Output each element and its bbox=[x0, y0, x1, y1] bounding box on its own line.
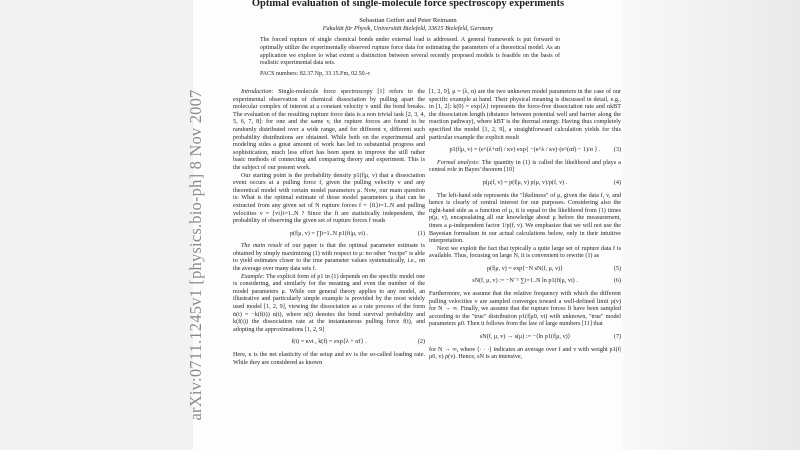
equation-7 bbox=[429, 334, 621, 342]
paper-title: Optimal evaluation of single-molecule force spectroscopy experiments bbox=[251, 0, 565, 9]
paragraph-example bbox=[233, 274, 425, 335]
equation-body: p(μ|f, v) = p(f|μ, v) p(μ, v)/p(f, v) . bbox=[482, 179, 568, 186]
paragraph: Furthermore, we assume that the relative frequency with which the different pulling velocities v are sampled converges toward a well-defined limit ρ(v) for N → ∞. Finally, we assume that the rupture forces fi have been sampled according to the "true" distribution p1(f|μ0, vi) with unknown, "true" model parameters μ0. Then it follows from the law of large numbers [11] that bbox=[429, 291, 621, 328]
paragraph: Next we exploit the fact that typically a quite large set of rupture data f is available. Thus, focusing on large N, it is convenient to rewrite (1) as bbox=[429, 245, 621, 260]
paragraph: The left-hand side represents the "likeliness" of μ, given the data f, v, and hence is clearly of central interest for our purposes. Considering also the right-hand side as a function of μ, it is equal to the likelihood from (1) times p(μ, v), encapsulating all our knowledge about μ before the measurement, times a μ-independent factor 1/p(f, v). We emphasize that we will not use the Bayesian formalism in our actual calculations below, only in their intuitive interpretation. bbox=[429, 192, 621, 245]
paper-abstract: The forced rupture of single chemical bonds under external load is addressed. A general framework is put forward to optimally utilize the experimentally observed rupture force data for estimating the parameters of a theoretical model. As an application we explore to what extent a distinction between several recently proposed models is feasible on the basis of realistic experimental data sets. bbox=[260, 37, 560, 67]
equation-body: sN(f, μ, v) := −N⁻¹ ∑i=1..N ln p1(fi|μ, vi) . bbox=[472, 278, 578, 285]
paragraph-lead: Formal analysis: bbox=[437, 159, 480, 166]
paragraph-text: Single-molecule force spectroscopy [1] refers to the experimental observation of chemical dissociation by pulling apart the molecular complex of interest at a constant velocity v until the bond breaks. The evaluation of the resulting rupture force data is a non trivial task [2, 3, 4, 5, 6, 7, 8]: for one and the same v, the rupture forces are found to be randomly distributed over a wide range, and for different v, different such probability distributions are obtained. While both on the experimental and modeling sides a great amount of work has led to substantial progress and sophistication, much less effort has been spent to improve the still rather basic methods of connecting and comparing theory and experiment. This is the subject of our present work. bbox=[233, 89, 425, 171]
equation-number: (3) bbox=[613, 147, 621, 154]
arxiv-stamp: arXiv:0711.1245v1 [physics.bio-ph] 8 Nov 2007 bbox=[186, 89, 205, 421]
equation-number: (7) bbox=[613, 334, 621, 341]
left-column bbox=[233, 89, 425, 367]
equation-body: p(f|μ, v) = exp{−N sN(f, μ, v)} bbox=[486, 265, 564, 272]
right-column bbox=[429, 89, 621, 362]
paragraph-text: of our paper is that the optimal parameter estimate is obtained by simply maximizing (1) with respect to μ: no other "recipe" is able to yield estimates closer to the true parameter values systematically, i.e., on the average over many data sets f. bbox=[233, 243, 425, 273]
paragraph-lead: Example: bbox=[241, 273, 265, 280]
equation-number: (6) bbox=[613, 278, 621, 285]
equation-body: p(f|μ, v) = ∏i=1..N p1(fi|μ, vi) . bbox=[289, 230, 369, 237]
paragraph: for N → ∞, where ⟨· · ·⟩ indicates an average over f and v with weight p1(f|μ0, v) ρ(v). Hence, sN is an intensive, bbox=[429, 346, 621, 361]
equation-5 bbox=[429, 266, 621, 274]
equation-1 bbox=[233, 231, 425, 239]
paragraph-introduction bbox=[233, 89, 425, 173]
equation-6 bbox=[429, 278, 621, 286]
paragraph-text: The quantity in (1) is called the likelihood and plays a central role in Bayes' theorem [10] bbox=[429, 159, 621, 174]
paragraph: [1, 2, 9], μ = (λ, α) are the two unknown model parameters in the case of our specific example at hand. Their physical meaning is discussed in detail, e.g., in [1, 2]: k(0) = exp{λ} represents the force-free dissociation rate and αkBT the dissociation length (distance between potential well and barrier along the reaction pathway), where kBT is the thermal energy. Having thus completely specified the model [1, 2, 9], a straightforward calculation yields for this particular example the explicit result bbox=[429, 89, 621, 141]
equation-body: f(t) = κvt , k(f) = exp{λ + αf} . bbox=[291, 339, 367, 346]
paragraph-lead: The main result bbox=[241, 243, 282, 250]
equation-body: p1(f|μ, v) = (e^(λ+αf) / κv) exp{ −(e^λ / κv)·(e^(αf) − 1)/α } . bbox=[449, 147, 601, 154]
paper-authors: Sebastian Getfert and Peter Reimann bbox=[359, 17, 457, 24]
equation-number: (5) bbox=[613, 265, 621, 272]
paragraph-formal-analysis bbox=[429, 160, 621, 175]
pacs-numbers: PACS numbers: 82.37.Np, 33.15.Fm, 02.50.-r bbox=[260, 71, 371, 77]
equation-number: (1) bbox=[417, 230, 425, 237]
equation-number: (2) bbox=[417, 339, 425, 346]
equation-body: sN(f, μ, v) → s(μ) := −⟨ln p1(f|μ, v)⟩ bbox=[479, 334, 571, 341]
paragraph: Our starting point is the probability density p1(f|μ, v) that a dissociation event occurs at a pulling force f, given the pulling velocity v and any theoretical model with certain model parameters μ. Now, our main question is: What is the optimal estimate of those model parameters μ that can be extracted from any given set of N rupture forces f = {fi}i=1..N and pulling velocities v = {vi}i=1..N ? Since the fi are statistically independent, the probability of observing the given set of rupture forces f reads bbox=[233, 172, 425, 225]
paragraph-text: The explicit form of p1 in (1) depends on the specific model one is considering, and similarly for the meaning and even the number of the model parameters μ. While our general theory applies to any model, an illustrative and particularly simple example is provided by the most widely used model [1, 2, 9], viewing the dissociation as a rate process of the form ṅ(t) = −k(f(t)) n(t), where n(t) denotes the bond survival probability and k(f(t)) the dissociation rate at the instantaneous pulling force f(t), and adopting the approximations [1, 2, 9] bbox=[233, 273, 425, 333]
paragraph-main-result bbox=[233, 243, 425, 273]
equation-4 bbox=[429, 180, 621, 188]
paragraph: Here, κ is the net elasticity of the setup and κv is the so-called loading rate. While they are considered as known bbox=[233, 352, 425, 366]
equation-2 bbox=[233, 339, 425, 347]
equation-number: (4) bbox=[613, 179, 621, 186]
paragraph-lead: Introduction: bbox=[241, 89, 274, 95]
paper-affiliation: Fakultät für Physik, Universität Bielefeld, 33615 Bielefeld, Germany bbox=[322, 25, 494, 32]
equation-3 bbox=[429, 147, 621, 155]
